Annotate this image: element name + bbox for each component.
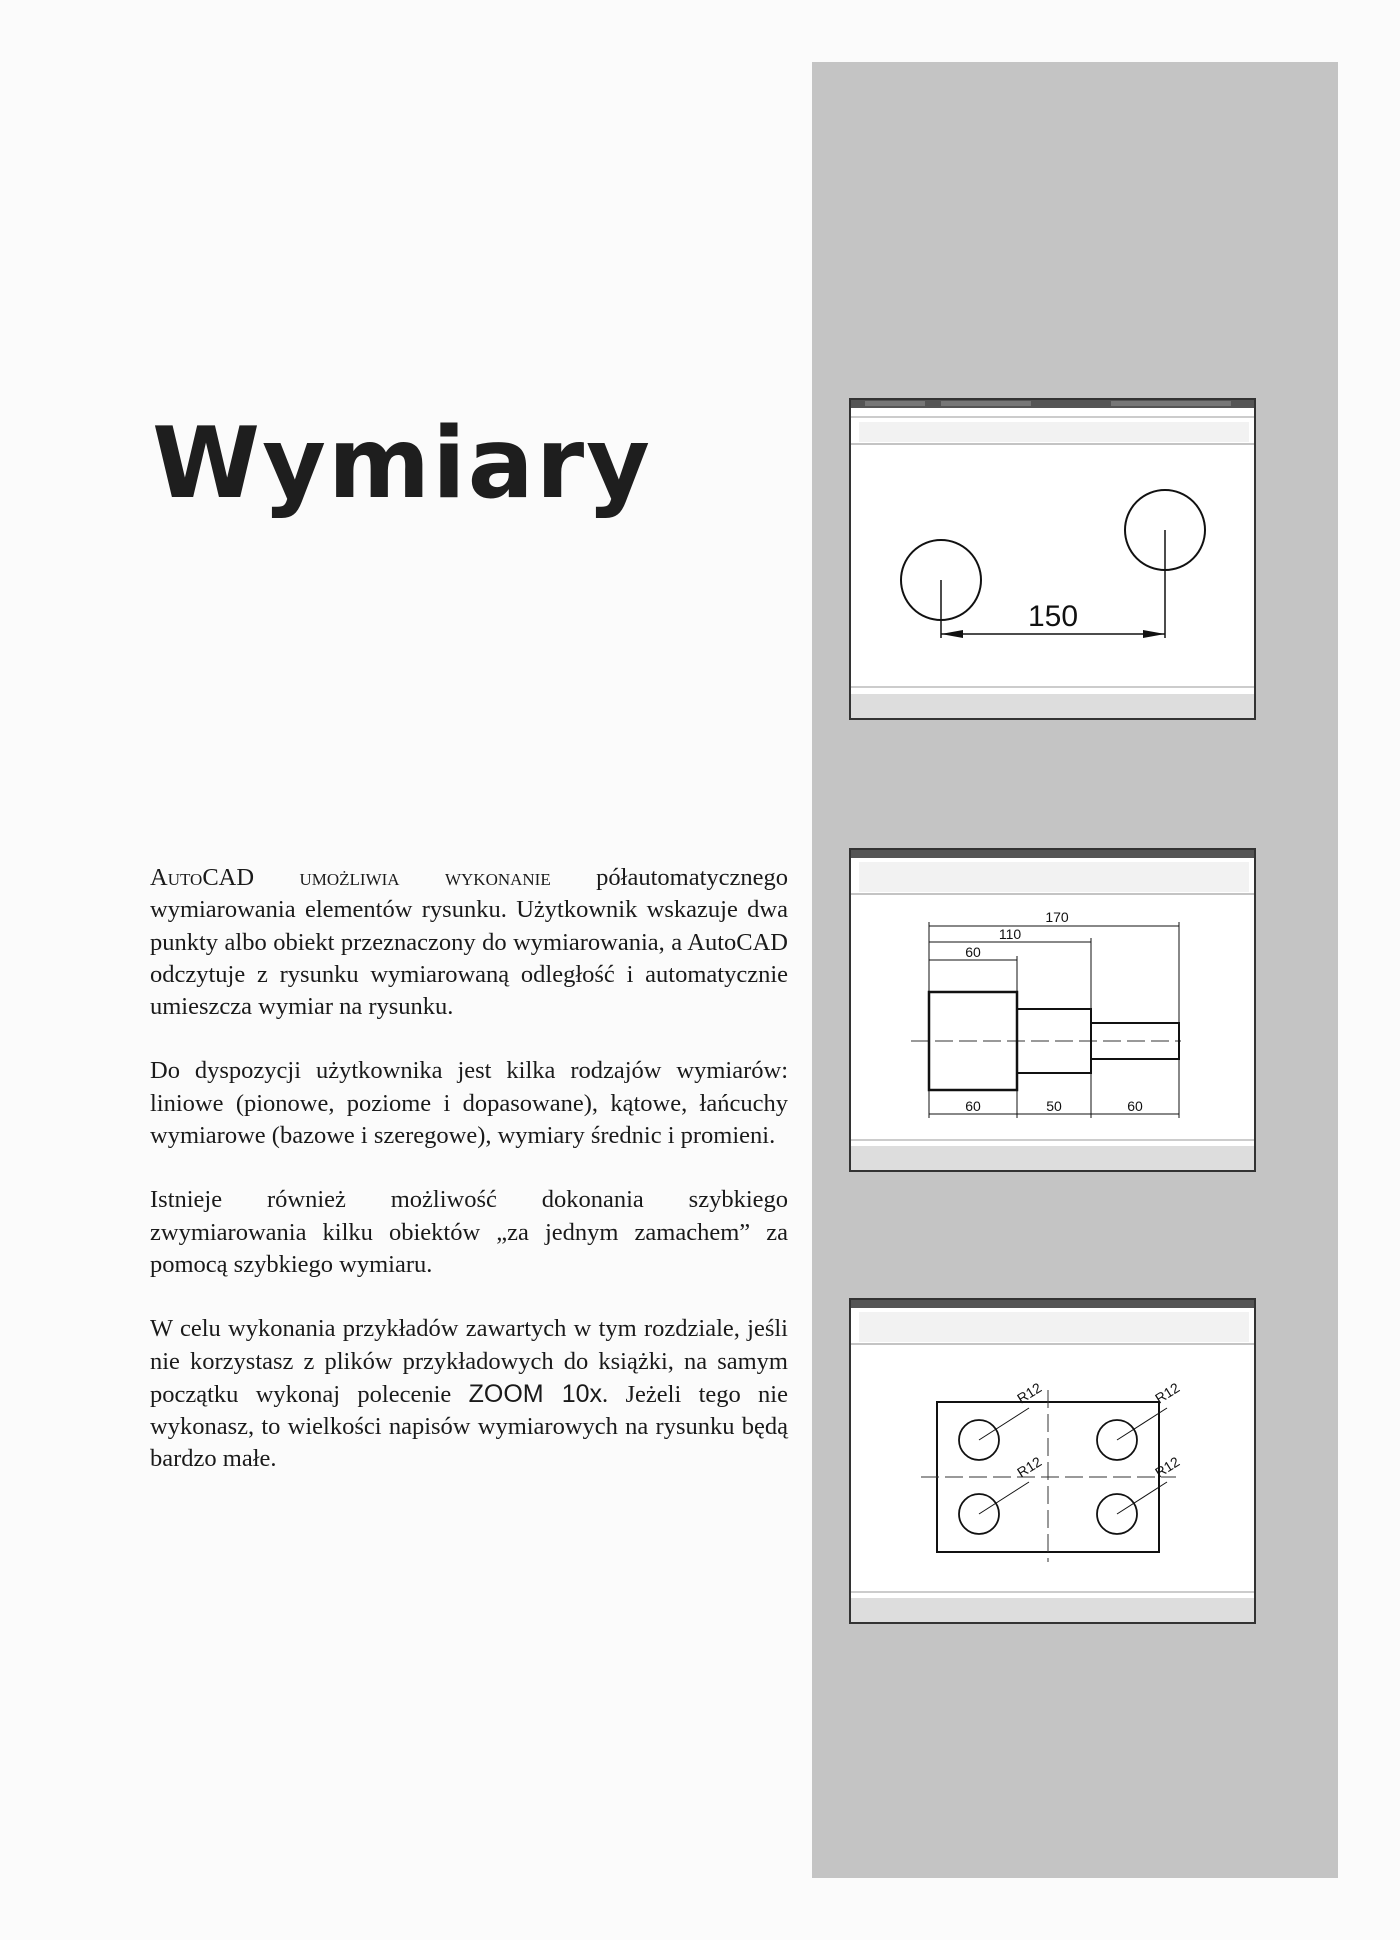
dimension-label-60-top: 60 [965,944,981,960]
paragraph-intro [150,862,788,1023]
autocad-screenshot-chains [849,848,1256,1172]
ribbon-tab [941,401,1031,406]
ribbon-panel [859,422,1249,442]
body-text [150,862,788,1508]
ribbon-panel [859,862,1249,892]
zoom-command: ZOOM 10x [468,1379,603,1408]
paragraph-intro-text: półautomatycznego wymiarowania elementów rysunku. Użytkownik wskazuje dwa punkty albo obiekt przeznaczony do wymiarowania, a AutoCAD odczytuje z rysunku wymiarowaną odległość i automatycznie umieszcza wymiar na rysunku. [150,864,788,1021]
radius-label-bottom-right: R12 [1152,1453,1183,1481]
autocad-drawing-radius [851,1300,1254,1622]
ribbon-tab [1111,401,1231,406]
dimension-label: 150 [1027,600,1079,633]
autocad-drawing-chains [851,850,1254,1170]
paragraph-zoom-note [150,1313,788,1475]
dimension-label-60-right: 60 [1127,1098,1143,1114]
radius-label-bottom-left: R12 [1014,1453,1045,1481]
zoom-note-after: . Jeżeli tego nie wykonasz, to wielkości napisów wymiarowych na rysunku będą bardzo małe. [150,1380,788,1473]
radius-label-top-left: R12 [1014,1379,1045,1407]
arrow-left [941,630,963,638]
status-bar [851,1146,1254,1170]
title-bar [851,1300,1254,1308]
hole-bottom-left [959,1494,999,1534]
title-bar [851,850,1254,858]
status-bar [851,694,1254,718]
dimension-label-50: 50 [1046,1098,1062,1114]
autocad-drawing-linear [851,400,1254,718]
status-bar [851,1598,1254,1622]
ribbon-panel [859,1312,1249,1342]
hole-top-left [959,1420,999,1460]
radius-leader [979,1482,1029,1514]
paragraph-quick-dimension: Istnieje również możliwość dokonania szybkiego zwymiarowania kilku obiektów „za jednym zamachem” za pomocą szybkiego wymiaru. [150,1186,788,1278]
radius-label-top-right: R12 [1152,1379,1183,1407]
zoom-note-before: W celu wykonania przykładów zawartych w tym rozdziale, jeśli nie korzystasz z plików przykładowych do książki, na samym początku wykonaj polecenie [150,1315,788,1408]
autocad-screenshot-radius [849,1298,1256,1624]
dimension-label-170: 170 [1045,909,1069,925]
paragraph-intro-lead: AutoCAD umożliwia wykonanie [150,864,551,891]
ribbon-tab [865,401,925,406]
dimension-label-110: 110 [998,926,1022,942]
radius-leader [979,1408,1029,1440]
autocad-screenshot-linear [849,398,1256,720]
arrow-right [1143,630,1165,638]
chapter-title: Wymiary [152,407,653,521]
dimension-label-60-bottom: 60 [965,1098,981,1114]
paragraph-dimension-types: Do dyspozycji użytkownika jest kilka rodzajów wymiarów: liniowe (pionowe, poziome i dopasowane), kątowe, łańcuchy wymiarowe (bazowe i szeregowe), wymiary średnic i promieni. [150,1057,788,1150]
